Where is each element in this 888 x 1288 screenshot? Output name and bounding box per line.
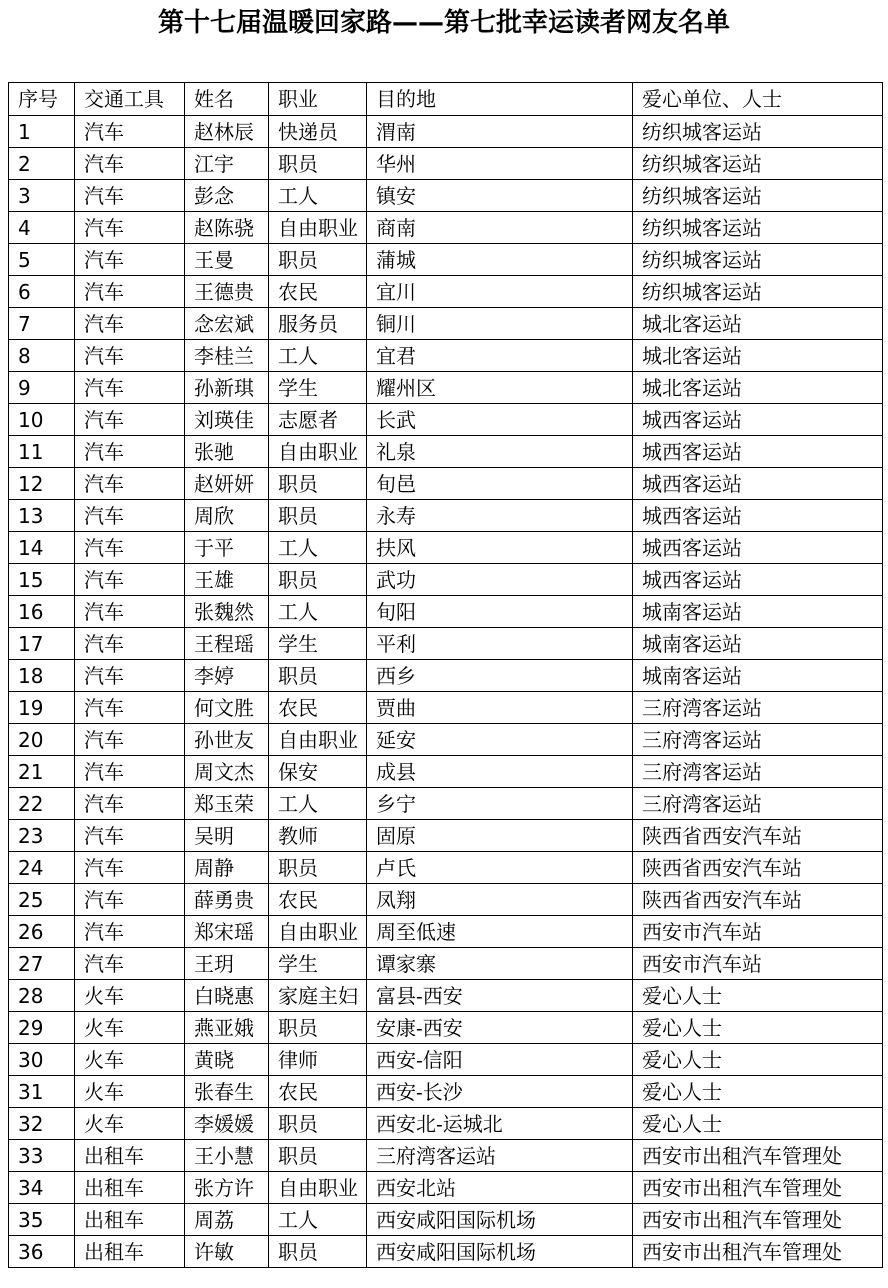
table-row: [9, 532, 883, 564]
cell-destination: 延安: [367, 724, 633, 756]
cell-name: 郑宋瑶: [185, 916, 269, 948]
table-row: [9, 756, 883, 788]
cell-sponsor: 城南客运站: [633, 628, 883, 660]
table-row: [9, 148, 883, 180]
cell-occupation: 职员: [269, 852, 367, 884]
cell-index: 18: [9, 660, 75, 692]
cell-transport: 火车: [75, 980, 185, 1012]
cell-occupation: 服务员: [269, 308, 367, 340]
cell-sponsor: 纺织城客运站: [633, 244, 883, 276]
cell-destination: 宜川: [367, 276, 633, 308]
cell-transport: 汽车: [75, 692, 185, 724]
cell-sponsor: 纺织城客运站: [633, 276, 883, 308]
cell-transport: 汽车: [75, 436, 185, 468]
cell-name: 周荔: [185, 1204, 269, 1236]
cell-sponsor: 纺织城客运站: [633, 180, 883, 212]
cell-name: 张方许: [185, 1172, 269, 1204]
cell-transport: 汽车: [75, 596, 185, 628]
cell-name: 李婷: [185, 660, 269, 692]
table-row: [9, 436, 883, 468]
cell-transport: 汽车: [75, 916, 185, 948]
cell-transport: 火车: [75, 1012, 185, 1044]
cell-transport: 出租车: [75, 1236, 185, 1268]
cell-sponsor: 纺织城客运站: [633, 212, 883, 244]
table-row: [9, 596, 883, 628]
table-row: [9, 404, 883, 436]
cell-name: 张魏然: [185, 596, 269, 628]
cell-destination: 平利: [367, 628, 633, 660]
cell-name: 白晓惠: [185, 980, 269, 1012]
cell-index: 2: [9, 148, 75, 180]
cell-index: 5: [9, 244, 75, 276]
table-row: [9, 948, 883, 980]
cell-sponsor: 三府湾客运站: [633, 756, 883, 788]
cell-destination: 渭南: [367, 116, 633, 148]
cell-index: 21: [9, 756, 75, 788]
cell-name: 周文杰: [185, 756, 269, 788]
cell-occupation: 学生: [269, 948, 367, 980]
cell-index: 32: [9, 1108, 75, 1140]
cell-destination: 武功: [367, 564, 633, 596]
cell-sponsor: 城西客运站: [633, 532, 883, 564]
cell-transport: 汽车: [75, 116, 185, 148]
cell-sponsor: 三府湾客运站: [633, 692, 883, 724]
cell-destination: 贾曲: [367, 692, 633, 724]
cell-destination: 宜君: [367, 340, 633, 372]
cell-sponsor: 城西客运站: [633, 564, 883, 596]
header-name: 姓名: [185, 83, 269, 116]
page-title: 第十七届温暖回家路——第七批幸运读者网友名单: [157, 8, 730, 38]
cell-name: 于平: [185, 532, 269, 564]
cell-transport: 汽车: [75, 788, 185, 820]
header-destination: 目的地: [367, 83, 633, 116]
cell-destination: 礼泉: [367, 436, 633, 468]
cell-index: 19: [9, 692, 75, 724]
cell-occupation: 职员: [269, 1012, 367, 1044]
cell-occupation: 学生: [269, 628, 367, 660]
winner-table: [8, 82, 883, 1268]
cell-transport: 汽车: [75, 308, 185, 340]
cell-name: 彭念: [185, 180, 269, 212]
table-row: [9, 180, 883, 212]
cell-occupation: 职员: [269, 564, 367, 596]
cell-transport: 汽车: [75, 212, 185, 244]
cell-name: 黄晓: [185, 1044, 269, 1076]
cell-index: 10: [9, 404, 75, 436]
cell-destination: 西安北-运城北: [367, 1108, 633, 1140]
cell-sponsor: 爱心人士: [633, 980, 883, 1012]
cell-occupation: 工人: [269, 340, 367, 372]
cell-transport: 汽车: [75, 532, 185, 564]
cell-sponsor: 纺织城客运站: [633, 116, 883, 148]
header-transport: 交通工具: [75, 83, 185, 116]
cell-sponsor: 爱心人士: [633, 1044, 883, 1076]
cell-transport: 汽车: [75, 500, 185, 532]
cell-index: 22: [9, 788, 75, 820]
cell-destination: 凤翔: [367, 884, 633, 916]
cell-sponsor: 三府湾客运站: [633, 724, 883, 756]
cell-sponsor: 爱心人士: [633, 1012, 883, 1044]
table-row: [9, 244, 883, 276]
cell-name: 薛勇贵: [185, 884, 269, 916]
cell-index: 7: [9, 308, 75, 340]
cell-destination: 谭家寨: [367, 948, 633, 980]
table-row: [9, 884, 883, 916]
cell-sponsor: 西安市出租汽车管理处: [633, 1236, 883, 1268]
cell-index: 13: [9, 500, 75, 532]
cell-destination: 富县-西安: [367, 980, 633, 1012]
cell-sponsor: 西安市出租汽车管理处: [633, 1172, 883, 1204]
cell-index: 1: [9, 116, 75, 148]
table-row: [9, 1012, 883, 1044]
header-sponsor: 爱心单位、人士: [633, 83, 883, 116]
table-row: [9, 468, 883, 500]
cell-index: 33: [9, 1140, 75, 1172]
cell-sponsor: 城西客运站: [633, 436, 883, 468]
cell-transport: 汽车: [75, 148, 185, 180]
cell-transport: 火车: [75, 1108, 185, 1140]
cell-occupation: 职员: [269, 148, 367, 180]
cell-destination: 长武: [367, 404, 633, 436]
cell-name: 郑玉荣: [185, 788, 269, 820]
cell-occupation: 志愿者: [269, 404, 367, 436]
cell-destination: 西安-信阳: [367, 1044, 633, 1076]
cell-destination: 扶风: [367, 532, 633, 564]
cell-transport: 出租车: [75, 1204, 185, 1236]
cell-name: 王程瑶: [185, 628, 269, 660]
cell-occupation: 快递员: [269, 116, 367, 148]
cell-occupation: 自由职业: [269, 212, 367, 244]
cell-occupation: 工人: [269, 788, 367, 820]
cell-transport: 火车: [75, 1076, 185, 1108]
cell-name: 李桂兰: [185, 340, 269, 372]
cell-index: 20: [9, 724, 75, 756]
cell-occupation: 工人: [269, 180, 367, 212]
cell-name: 李媛媛: [185, 1108, 269, 1140]
cell-destination: 旬邑: [367, 468, 633, 500]
table-row: [9, 276, 883, 308]
cell-sponsor: 城北客运站: [633, 372, 883, 404]
cell-transport: 出租车: [75, 1140, 185, 1172]
cell-transport: 汽车: [75, 468, 185, 500]
table-row: [9, 308, 883, 340]
cell-name: 吴明: [185, 820, 269, 852]
cell-name: 燕亚娥: [185, 1012, 269, 1044]
table-row: [9, 692, 883, 724]
cell-destination: 华州: [367, 148, 633, 180]
cell-name: 张春生: [185, 1076, 269, 1108]
cell-destination: 永寿: [367, 500, 633, 532]
table-row: [9, 788, 883, 820]
cell-transport: 汽车: [75, 404, 185, 436]
cell-occupation: 农民: [269, 692, 367, 724]
cell-transport: 汽车: [75, 244, 185, 276]
cell-destination: 三府湾客运站: [367, 1140, 633, 1172]
cell-occupation: 自由职业: [269, 916, 367, 948]
cell-index: 31: [9, 1076, 75, 1108]
table-row: [9, 1236, 883, 1268]
cell-name: 王小慧: [185, 1140, 269, 1172]
cell-name: 赵妍妍: [185, 468, 269, 500]
cell-occupation: 职员: [269, 1236, 367, 1268]
cell-destination: 固原: [367, 820, 633, 852]
cell-index: 6: [9, 276, 75, 308]
cell-index: 11: [9, 436, 75, 468]
cell-occupation: 职员: [269, 660, 367, 692]
cell-name: 赵陈骁: [185, 212, 269, 244]
cell-index: 16: [9, 596, 75, 628]
cell-index: 4: [9, 212, 75, 244]
cell-occupation: 律师: [269, 1044, 367, 1076]
cell-name: 王德贵: [185, 276, 269, 308]
cell-index: 23: [9, 820, 75, 852]
table-row: [9, 1076, 883, 1108]
cell-destination: 成县: [367, 756, 633, 788]
cell-name: 念宏斌: [185, 308, 269, 340]
cell-sponsor: 城北客运站: [633, 340, 883, 372]
cell-sponsor: 三府湾客运站: [633, 788, 883, 820]
cell-sponsor: 纺织城客运站: [633, 148, 883, 180]
cell-destination: 西乡: [367, 660, 633, 692]
cell-transport: 汽车: [75, 948, 185, 980]
cell-destination: 旬阳: [367, 596, 633, 628]
cell-index: 28: [9, 980, 75, 1012]
cell-occupation: 职员: [269, 244, 367, 276]
cell-sponsor: 陕西省西安汽车站: [633, 852, 883, 884]
cell-destination: 卢氏: [367, 852, 633, 884]
cell-destination: 西安北站: [367, 1172, 633, 1204]
cell-index: 30: [9, 1044, 75, 1076]
cell-destination: 安康-西安: [367, 1012, 633, 1044]
cell-name: 孙世友: [185, 724, 269, 756]
cell-occupation: 自由职业: [269, 1172, 367, 1204]
cell-transport: 汽车: [75, 756, 185, 788]
cell-name: 周欣: [185, 500, 269, 532]
cell-occupation: 农民: [269, 276, 367, 308]
table-row: [9, 212, 883, 244]
table-row: [9, 724, 883, 756]
cell-transport: 汽车: [75, 884, 185, 916]
cell-destination: 乡宁: [367, 788, 633, 820]
cell-occupation: 工人: [269, 596, 367, 628]
cell-sponsor: 城西客运站: [633, 500, 883, 532]
cell-sponsor: 西安市汽车站: [633, 916, 883, 948]
cell-transport: 汽车: [75, 724, 185, 756]
cell-occupation: 学生: [269, 372, 367, 404]
cell-name: 赵林辰: [185, 116, 269, 148]
cell-name: 王玥: [185, 948, 269, 980]
cell-name: 许敏: [185, 1236, 269, 1268]
cell-occupation: 教师: [269, 820, 367, 852]
cell-index: 17: [9, 628, 75, 660]
cell-destination: 蒲城: [367, 244, 633, 276]
cell-sponsor: 爱心人士: [633, 1108, 883, 1140]
cell-sponsor: 陕西省西安汽车站: [633, 820, 883, 852]
cell-index: 15: [9, 564, 75, 596]
cell-sponsor: 陕西省西安汽车站: [633, 884, 883, 916]
cell-destination: 耀州区: [367, 372, 633, 404]
cell-occupation: 自由职业: [269, 724, 367, 756]
table-row: [9, 564, 883, 596]
cell-name: 江宇: [185, 148, 269, 180]
cell-occupation: 保安: [269, 756, 367, 788]
table-row: [9, 340, 883, 372]
table-row: [9, 1172, 883, 1204]
cell-name: 孙新琪: [185, 372, 269, 404]
cell-transport: 汽车: [75, 852, 185, 884]
cell-name: 王曼: [185, 244, 269, 276]
cell-occupation: 自由职业: [269, 436, 367, 468]
cell-sponsor: 西安市汽车站: [633, 948, 883, 980]
cell-destination: 铜川: [367, 308, 633, 340]
cell-name: 张驰: [185, 436, 269, 468]
cell-transport: 出租车: [75, 1172, 185, 1204]
cell-occupation: 工人: [269, 532, 367, 564]
cell-index: 9: [9, 372, 75, 404]
cell-transport: 汽车: [75, 276, 185, 308]
cell-transport: 汽车: [75, 660, 185, 692]
cell-occupation: 职员: [269, 1108, 367, 1140]
table-row: [9, 916, 883, 948]
cell-index: 36: [9, 1236, 75, 1268]
table-header-row: [9, 83, 883, 116]
cell-destination: 西安咸阳国际机场: [367, 1236, 633, 1268]
cell-transport: 汽车: [75, 564, 185, 596]
table-row: [9, 820, 883, 852]
table-row: [9, 980, 883, 1012]
table-row: [9, 628, 883, 660]
cell-destination: 镇安: [367, 180, 633, 212]
header-occupation: 职业: [269, 83, 367, 116]
cell-sponsor: 城南客运站: [633, 660, 883, 692]
cell-index: 35: [9, 1204, 75, 1236]
table-row: [9, 1044, 883, 1076]
cell-sponsor: 城北客运站: [633, 308, 883, 340]
cell-sponsor: 城西客运站: [633, 404, 883, 436]
cell-sponsor: 城南客运站: [633, 596, 883, 628]
cell-index: 12: [9, 468, 75, 500]
cell-name: 刘瑛佳: [185, 404, 269, 436]
cell-destination: 商南: [367, 212, 633, 244]
cell-occupation: 职员: [269, 500, 367, 532]
cell-destination: 西安咸阳国际机场: [367, 1204, 633, 1236]
cell-index: 3: [9, 180, 75, 212]
cell-index: 26: [9, 916, 75, 948]
cell-name: 何文胜: [185, 692, 269, 724]
cell-occupation: 农民: [269, 1076, 367, 1108]
cell-sponsor: 爱心人士: [633, 1076, 883, 1108]
cell-transport: 汽车: [75, 180, 185, 212]
cell-occupation: 农民: [269, 884, 367, 916]
cell-occupation: 工人: [269, 1204, 367, 1236]
table-row: [9, 116, 883, 148]
cell-transport: 汽车: [75, 628, 185, 660]
cell-transport: 汽车: [75, 340, 185, 372]
cell-occupation: 职员: [269, 1140, 367, 1172]
table-row: [9, 852, 883, 884]
table-row: [9, 660, 883, 692]
cell-transport: 汽车: [75, 820, 185, 852]
cell-index: 34: [9, 1172, 75, 1204]
cell-index: 27: [9, 948, 75, 980]
table-row: [9, 1108, 883, 1140]
cell-index: 25: [9, 884, 75, 916]
cell-index: 8: [9, 340, 75, 372]
table-row: [9, 1140, 883, 1172]
cell-index: 24: [9, 852, 75, 884]
cell-destination: 西安-长沙: [367, 1076, 633, 1108]
cell-name: 王雄: [185, 564, 269, 596]
table-row: [9, 500, 883, 532]
cell-sponsor: 西安市出租汽车管理处: [633, 1204, 883, 1236]
cell-destination: 周至低速: [367, 916, 633, 948]
cell-occupation: 职员: [269, 468, 367, 500]
table-row: [9, 1204, 883, 1236]
cell-transport: 火车: [75, 1044, 185, 1076]
cell-index: 14: [9, 532, 75, 564]
cell-transport: 汽车: [75, 372, 185, 404]
cell-sponsor: 西安市出租汽车管理处: [633, 1140, 883, 1172]
table-body: [9, 116, 883, 1268]
cell-index: 29: [9, 1012, 75, 1044]
cell-sponsor: 城西客运站: [633, 468, 883, 500]
table-row: [9, 372, 883, 404]
header-index: 序号: [9, 83, 75, 116]
cell-name: 周静: [185, 852, 269, 884]
cell-occupation: 家庭主妇: [269, 980, 367, 1012]
